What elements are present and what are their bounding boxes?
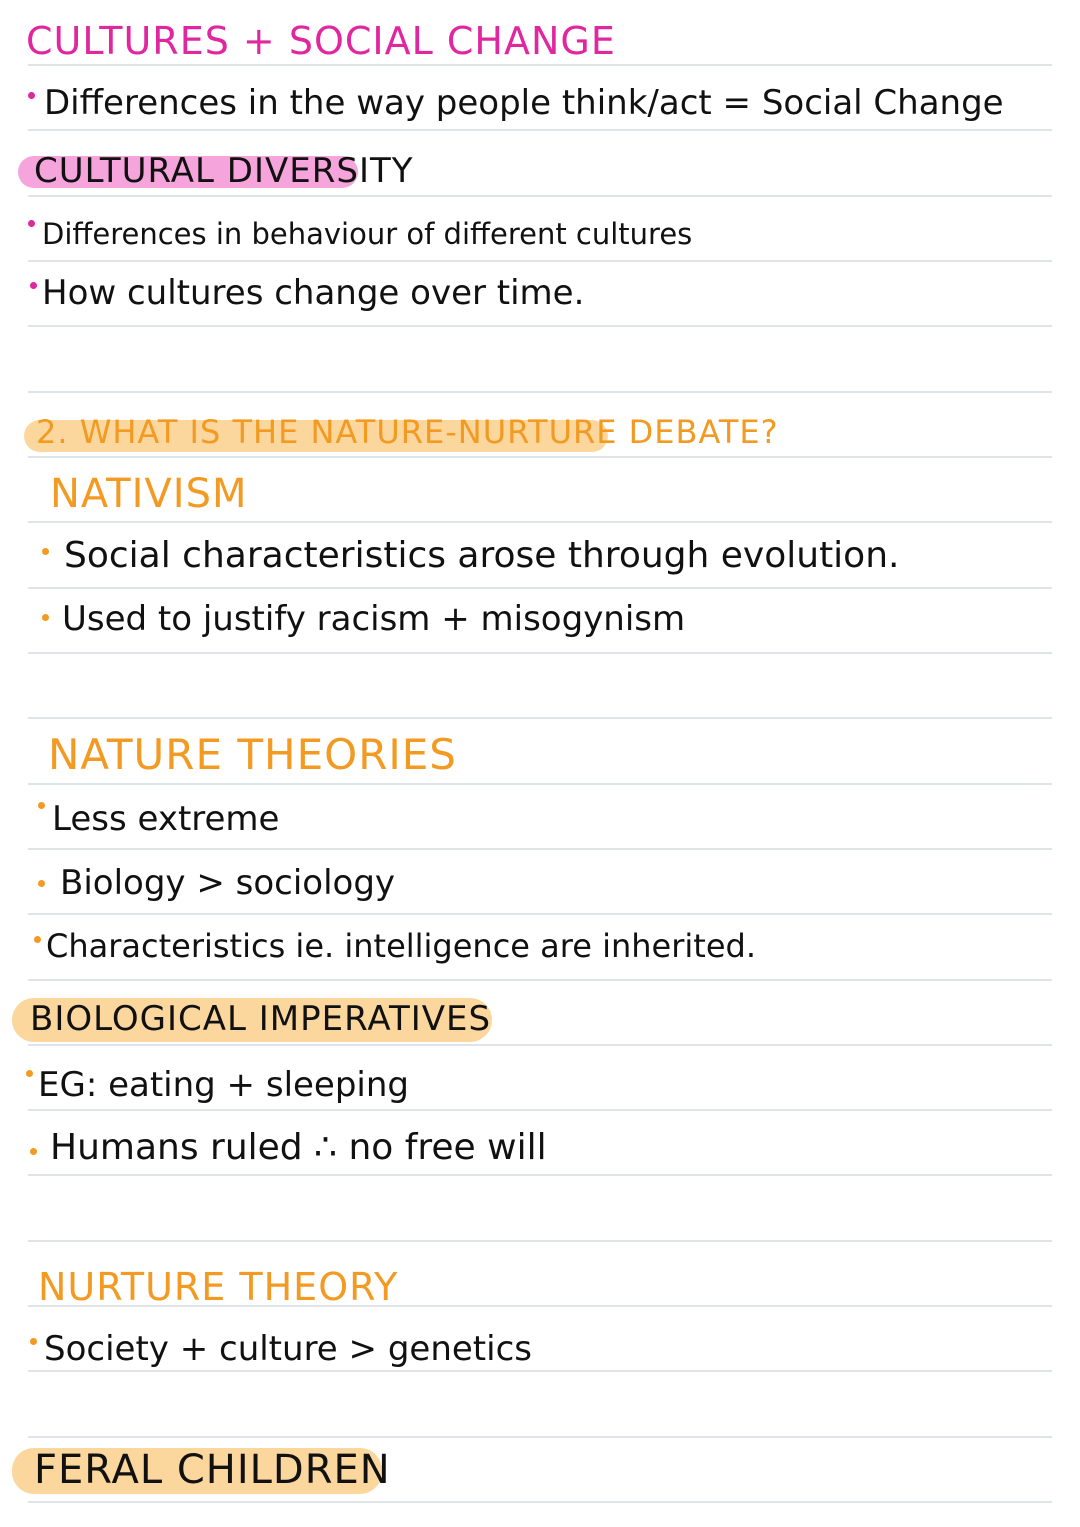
heading-cultural-diversity: CULTURAL DIVERSITY [34,151,414,191]
note-differences-behaviour: Differences in behaviour of different cultures [42,217,693,251]
note-biology-sociology: Biology > sociology [60,863,396,903]
bullet-dot [30,1148,37,1155]
note-justify-racism: Used to justify racism + misogynism [62,599,686,639]
heading-nature-nurture-debate: 2. WHAT IS THE NATURE-NURTURE DEBATE? [36,413,779,451]
bullet-dot [28,92,35,99]
heading-nature-theories: NATURE THEORIES [48,730,457,779]
bullet-dot [26,1070,33,1077]
bullet-dot [34,936,41,943]
note-evolution: Social characteristics arose through evolution. [64,535,900,576]
heading-cultures-social-change: CULTURES + SOCIAL CHANGE [26,19,616,63]
heading-feral-children: FERAL CHILDREN [34,1447,391,1493]
bullet-dot [38,880,45,887]
heading-biological-imperatives: BIOLOGICAL IMPERATIVES [30,999,492,1039]
bullet-dot [30,1338,37,1345]
bullet-dot [38,802,45,809]
note-social-change: Differences in the way people think/act = Social Change [44,83,1004,123]
bullet-dot [42,614,49,621]
heading-nativism: NATIVISM [50,471,248,517]
note-less-extreme: Less extreme [52,799,280,839]
bullet-dot [42,548,49,555]
note-no-free-will: Humans ruled ∴ no free will [50,1127,547,1168]
note-society-culture-genetics: Society + culture > genetics [44,1329,532,1369]
note-eating-sleeping: EG: eating + sleeping [38,1065,410,1105]
heading-nurture-theory: NURTURE THEORY [38,1265,399,1309]
note-cultures-change: How cultures change over time. [42,273,585,313]
bullet-dot [28,220,35,227]
note-characteristics-inherited: Characteristics ie. intelligence are inherited. [46,927,756,965]
bullet-dot [30,282,37,289]
